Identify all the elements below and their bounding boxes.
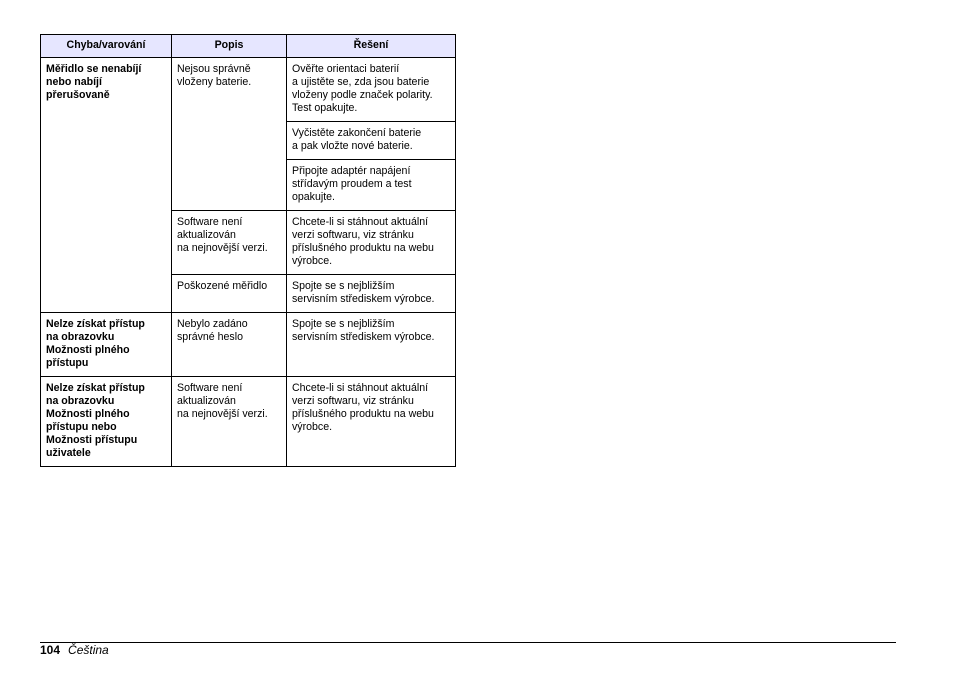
popis-cell: Software není aktualizován na nejnovější verzi. <box>172 377 287 467</box>
page-footer <box>40 643 109 657</box>
error-cell: Nelze získat přístup na obrazovku Možnosti plného přístupu nebo Možnosti přístupu uživatele <box>41 377 172 467</box>
reseni-cell: Vyčistěte zakončení baterie a pak vložte nové baterie. <box>287 122 456 160</box>
popis-cell: Software není aktualizován na nejnovější verzi. <box>172 211 287 275</box>
table-row <box>41 377 456 467</box>
reseni-cell: Ověřte orientaci baterií a ujistěte se, zda jsou baterie vloženy podle značek polarity. Test opakujte. <box>287 58 456 122</box>
table-row <box>41 313 456 377</box>
popis-cell: Nejsou správně vloženy baterie. <box>172 58 287 211</box>
popis-cell: Nebylo zadáno správné heslo <box>172 313 287 377</box>
page-number: 104 <box>40 643 61 657</box>
footer-divider <box>40 642 896 643</box>
table-header-row <box>41 35 456 58</box>
header-reseni: Řešení <box>287 35 456 58</box>
troubleshooting-table <box>40 34 456 467</box>
popis-cell: Poškozené měřidlo <box>172 275 287 313</box>
header-chyba: Chyba/varování <box>41 35 172 58</box>
header-popis: Popis <box>172 35 287 58</box>
error-cell: Měřidlo se nenabíjí nebo nabíjí přerušovaně <box>41 58 172 313</box>
reseni-cell: Chcete-li si stáhnout aktuální verzi softwaru, viz stránku příslušného produktu na webu výrobce. <box>287 377 456 467</box>
reseni-cell: Chcete-li si stáhnout aktuální verzi softwaru, viz stránku příslušného produktu na webu výrobce. <box>287 211 456 275</box>
reseni-cell: Připojte adaptér napájení střídavým proudem a test opakujte. <box>287 160 456 211</box>
footer-language: Čeština <box>68 643 109 657</box>
reseni-cell: Spojte se s nejbližším servisním střediskem výrobce. <box>287 313 456 377</box>
error-cell: Nelze získat přístup na obrazovku Možnosti plného přístupu <box>41 313 172 377</box>
reseni-cell: Spojte se s nejbližším servisním střediskem výrobce. <box>287 275 456 313</box>
table-row <box>41 58 456 122</box>
